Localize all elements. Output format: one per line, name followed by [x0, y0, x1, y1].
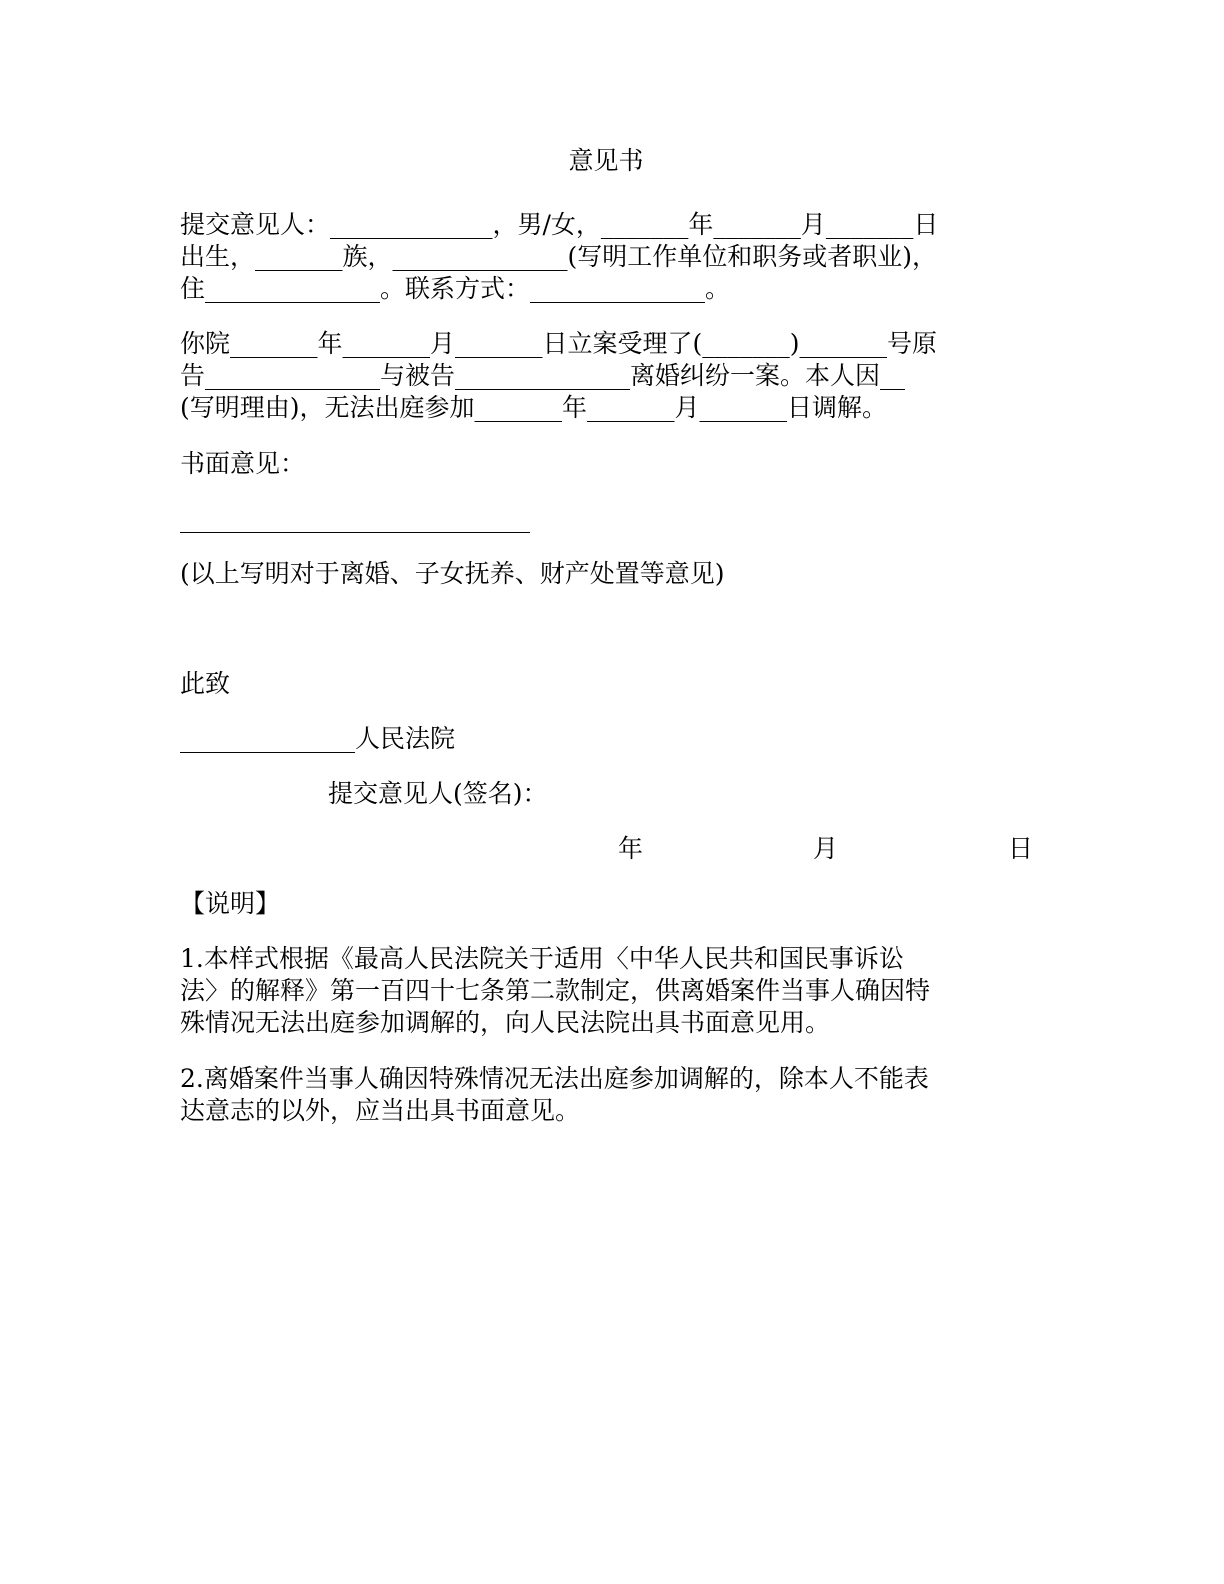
- date-day-label: 日: [1008, 834, 1034, 863]
- opinion-blank-line: ____________________________: [180, 504, 530, 533]
- case-info-line-2: 告______________与被告______________离婚纠纷一案。本人因__: [180, 361, 906, 390]
- signature-label: 提交意见人(签名)：: [328, 779, 548, 808]
- note-1-line-1: 1.本样式根据《最高人民法院关于适用〈中华人民共和国民事诉讼: [180, 944, 904, 973]
- date-year-label: 年: [618, 834, 644, 863]
- note-2-line-1: 2.离婚案件当事人确因特殊情况无法出庭参加调解的，除本人不能表: [180, 1064, 929, 1093]
- salutation: 此致: [180, 669, 231, 698]
- opinion-note: (以上写明对于离婚、子女抚养、财产处置等意见): [180, 559, 725, 588]
- document-title: 意见书: [568, 146, 644, 175]
- date-month-label: 月: [813, 834, 839, 863]
- case-info-line-1: 你院_______年_______月_______日立案受理了(_______)_______号原: [180, 329, 938, 358]
- written-opinion-label: 书面意见：: [180, 449, 306, 478]
- note-1-line-3: 殊情况无法出庭参加调解的，向人民法院出具书面意见用。: [180, 1008, 831, 1037]
- case-info-line-3: (写明理由)，无法出庭参加_______年_______月_______日调解。: [180, 393, 888, 422]
- applicant-info-line-1: 提交意见人：_____________，男/女，_______年_______月_______日: [180, 210, 939, 239]
- applicant-info-line-2: 出生，_______族，______________(写明工作单位和职务或者职业)，: [180, 242, 938, 271]
- note-2-line-2: 达意志的以外，应当出具书面意见。: [180, 1096, 581, 1125]
- applicant-info-line-3: 住______________。联系方式：______________。: [180, 274, 731, 303]
- court-line: ______________人民法院: [180, 724, 456, 753]
- notes-heading: 【说明】: [180, 889, 281, 918]
- note-1-line-2: 法〉的解释》第一百四十七条第二款制定，供离婚案件当事人确因特: [180, 976, 931, 1005]
